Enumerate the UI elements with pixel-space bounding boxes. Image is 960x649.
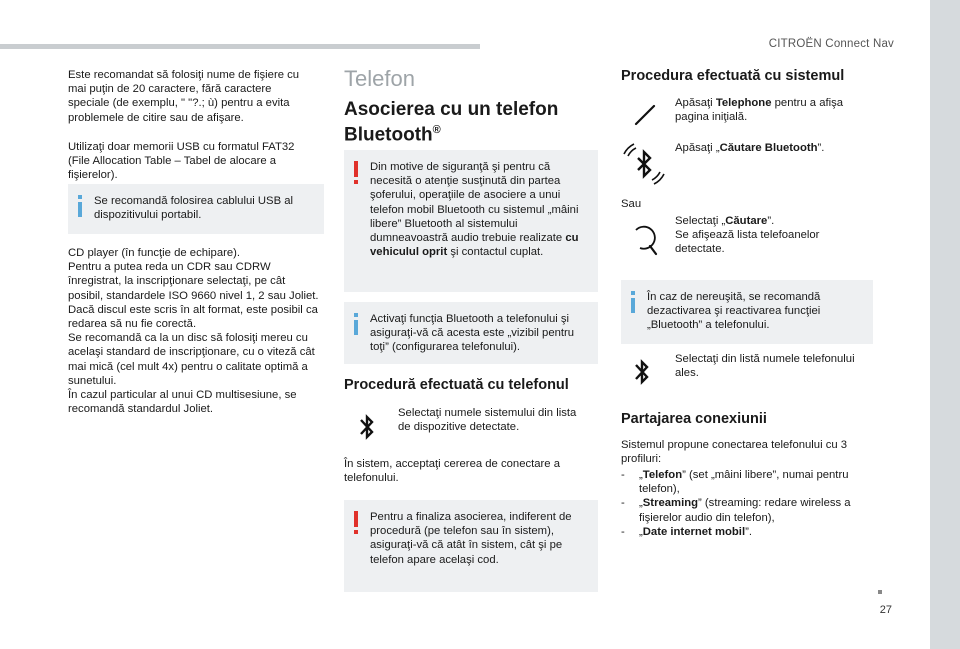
usb-filename-text: Este recomandat să folosiţi nume de fişiere cu mai puţin de 20 caractere, fără caractere speciale (de exemplu, " "?.; ù) pentru a evita problemele de citire sau de afişare. xyxy=(68,69,300,124)
info-icon xyxy=(354,313,358,335)
system-step-select-phone: Selectaţi din listă numele telefonului ales. xyxy=(675,353,855,380)
page-number: 27 xyxy=(879,604,892,616)
page-title: Asocierea cu un telefon Bluetooth® xyxy=(344,99,559,146)
bluetooth-activate-note xyxy=(344,302,598,364)
profile-list xyxy=(621,468,873,539)
phone-step-text: Selectaţi numele sistemului din lista de dispozitive detectate. xyxy=(398,407,577,434)
cd-line: CD player (în funcţie de echipare). xyxy=(68,247,241,259)
cd-line: Pentru a putea reda un CDR sau CDRW înregistrat, la inscripţionare selectaţi, pe cât posibil, standardele ISO 9660 nivel 1, 2 sau Joliet. xyxy=(68,261,319,302)
system-step-search: Selectaţi „Căutare”. Se afişează lista telefoanelor detectate. xyxy=(675,215,820,256)
note-text: Se recomandă folosirea cablului USB al dispozitivului portabil. xyxy=(94,195,294,222)
info-icon xyxy=(631,291,635,313)
note-text: În caz de nereuşită, se recomandă dezactivarea şi reactivarea funcţiei „Bluetooth” a telefonului. xyxy=(647,291,821,332)
info-icon xyxy=(78,195,82,217)
cd-player-section xyxy=(68,246,322,416)
system-step-telephone: Apăsaţi Telephone pentru a afişa pagina iniţială. xyxy=(675,97,844,124)
side-strip xyxy=(930,0,960,649)
header-bar xyxy=(0,44,480,49)
section-title: Telefon xyxy=(344,66,415,91)
bluetooth-icon xyxy=(357,412,377,442)
continue-marker xyxy=(878,590,882,594)
bluetooth-retry-note xyxy=(621,280,873,344)
warning-text: Din motive de siguranţă şi pentru că necesită o atenţie susţinută din partea şoferului, operaţiile de asociere a unui telefon mobil Bluetooth cu sistemul „mâini libere” Bluetooth al sistemului dumneavoastră audio trebuie realizate cu vehiculul oprit şi contactul cuplat. xyxy=(370,161,579,259)
brand-label: CITROËN Connect Nav xyxy=(768,38,894,50)
connection-sharing-heading: Partajarea conexiunii xyxy=(621,411,767,427)
cd-line: Se recomandă ca la un disc să folosiţi mereu cu acelaşi standard de inscripţionare, cu o viteză cât mai mică (cel mult 4x) pentru o calitate optimă a sunetului. xyxy=(68,332,315,387)
warning-text: Pentru a finaliza asocierea, indiferent de procedură (pe telefon sau în sistem), asiguraţi-vă că atât în sistem, cât şi pe telefon apare acelaşi cod. xyxy=(370,511,572,566)
system-procedure-heading: Procedura efectuată cu sistemul xyxy=(621,68,845,84)
list-item: - „Streaming” (streaming: redare wireless a fişierelor audio din telefon), xyxy=(621,497,851,524)
note-text: Activaţi funcţia Bluetooth a telefonului şi asiguraţi-vă că acesta este „vizibil pentru toţi” (configurarea telefonului). xyxy=(370,313,575,354)
warning-icon xyxy=(354,161,358,185)
search-icon xyxy=(628,220,662,260)
usb-cable-note xyxy=(68,184,324,234)
cd-line: În cazul particular al unui CD multisesiune, se recomandă standardul Joliet. xyxy=(68,389,297,416)
or-label: Sau xyxy=(621,198,642,210)
pairing-code-warning xyxy=(344,500,598,592)
system-step-search-bluetooth: Apăsaţi „Căutare Bluetooth”. xyxy=(675,142,825,154)
bluetooth-icon xyxy=(632,357,652,387)
telephone-icon xyxy=(632,100,660,128)
bluetooth-search-icon xyxy=(622,142,666,186)
accept-request-text: În sistem, acceptaţi cererea de conectare a telefonului. xyxy=(344,458,561,485)
sharing-intro-text: Sistemul propune conectarea telefonului cu 3 profiluri: xyxy=(621,439,848,466)
warning-icon xyxy=(354,511,358,535)
cd-line: Dacă discul este scris în alt format, este posibil ca redarea să nu fie corectă. xyxy=(68,303,318,331)
phone-procedure-heading: Procedură efectuată cu telefonul xyxy=(344,377,569,393)
safety-warning xyxy=(344,150,598,292)
usb-format-text: Utilizaţi doar memorii USB cu formatul FAT32 (File Allocation Table – Tabel de alocare a fişierelor). xyxy=(68,141,295,182)
list-item: - „Telefon” (set „mâini libere”, numai pentru telefon), xyxy=(621,469,849,496)
list-item: - „Date internet mobil”. xyxy=(621,525,752,538)
